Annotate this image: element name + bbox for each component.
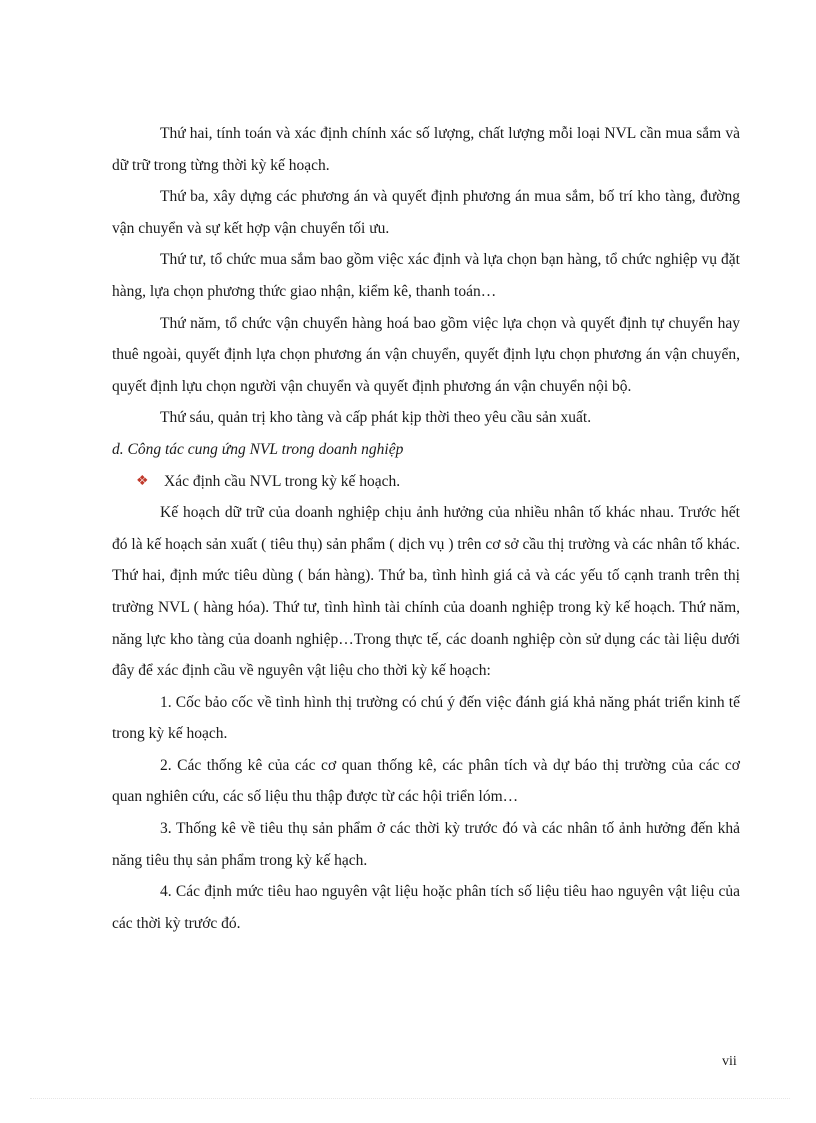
paragraph-fourth: Thứ tư, tổ chức mua sắm bao gồm việc xác định và lựa chọn bạn hàng, tổ chức nghiệp vụ đặt hàng, lựa chọn phương thức giao nhận, kiểm kê, thanh toán… xyxy=(112,251,740,300)
list-item-3: 3. Thống kê về tiêu thụ sản phẩm ở các thời kỳ trước đó và các nhân tố ảnh hưởng đến khả năng tiêu thụ sản phẩm trong kỳ kế hạch. xyxy=(112,820,740,869)
paragraph-third: Thứ ba, xây dựng các phương án và quyết định phương án mua sắm, bố trí kho tàng, đường vận chuyển và sự kết hợp vận chuyển tối ưu. xyxy=(112,188,740,237)
paragraph-fifth: Thứ năm, tổ chức vận chuyển hàng hoá bao gồm việc lựa chọn và quyết định tự chuyển hay thuê ngoài, quyết định lựa chọn phương án vận chuyển, quyết định lựu chọn phương án vận chuyển, quyết định lựu chọn người vận chuyển và quyết định phương án vận chuyển nội bộ. xyxy=(112,314,740,395)
list-item-4: 4. Các định mức tiêu hao nguyên vật liệu hoặc phân tích số liệu tiêu hao nguyên vật liệu của các thời kỳ trước đó. xyxy=(112,883,740,932)
page-number: vii xyxy=(722,1054,737,1069)
list-item-1: 1. Cốc bảo cốc về tình hình thị trường có chú ý đến việc đánh giá khả năng phát triển kinh tế trong kỳ kế hoạch. xyxy=(112,693,740,743)
page-content xyxy=(112,118,740,939)
bullet-text: Xác định cầu NVL trong kỳ kế hoạch. xyxy=(164,472,401,490)
paragraph-second: Thứ hai, tính toán và xác định chính xác số lượng, chất lượng mỗi loại NVL cần mua sắm và dữ trữ trong từng thời kỳ kế hoạch. xyxy=(112,125,740,174)
footer-divider xyxy=(30,1098,790,1099)
list-item-2: 2. Các thống kê của các cơ quan thống kê, các phân tích và dự báo thị trường của các cơ quan nghiên cứu, các số liệu thu thập được từ các hội triển lóm… xyxy=(112,756,740,806)
bullet-item xyxy=(112,466,740,498)
paragraph-sixth: Thứ sáu, quản trị kho tàng và cấp phát kịp thời theo yêu cầu sản xuất. xyxy=(160,409,592,427)
diamond-bullet-icon: ❖ xyxy=(136,473,149,489)
section-heading: d. Công tác cung ứng NVL trong doanh nghiệp xyxy=(112,440,404,458)
paragraph-demand-factors: Kế hoạch dữ trữ của doanh nghiệp chịu ảnh hưởng của nhiều nhân tố khác nhau. Trước hết đó là kế hoạch sản xuất ( tiêu thụ) sản phẩm ( dịch vụ ) trên cơ sở cầu thị trường và các nhân tố khác. Thứ hai, định mức tiêu dùng ( bán hàng). Thứ ba, tình hình giá cả và các yếu tố cạnh tranh trên thị trường NVL ( hàng hóa). Thứ tư, tình hình tài chính của doanh nghiệp trong kỳ kế hoạch. Thứ năm, năng lực kho tàng của doanh nghiệp…Trong thực tế, các doanh nghiệp còn sử dụng các tài liệu dưới đây để xác định cầu về nguyên vật liệu cho thời kỳ kế hoạch: xyxy=(112,504,740,680)
